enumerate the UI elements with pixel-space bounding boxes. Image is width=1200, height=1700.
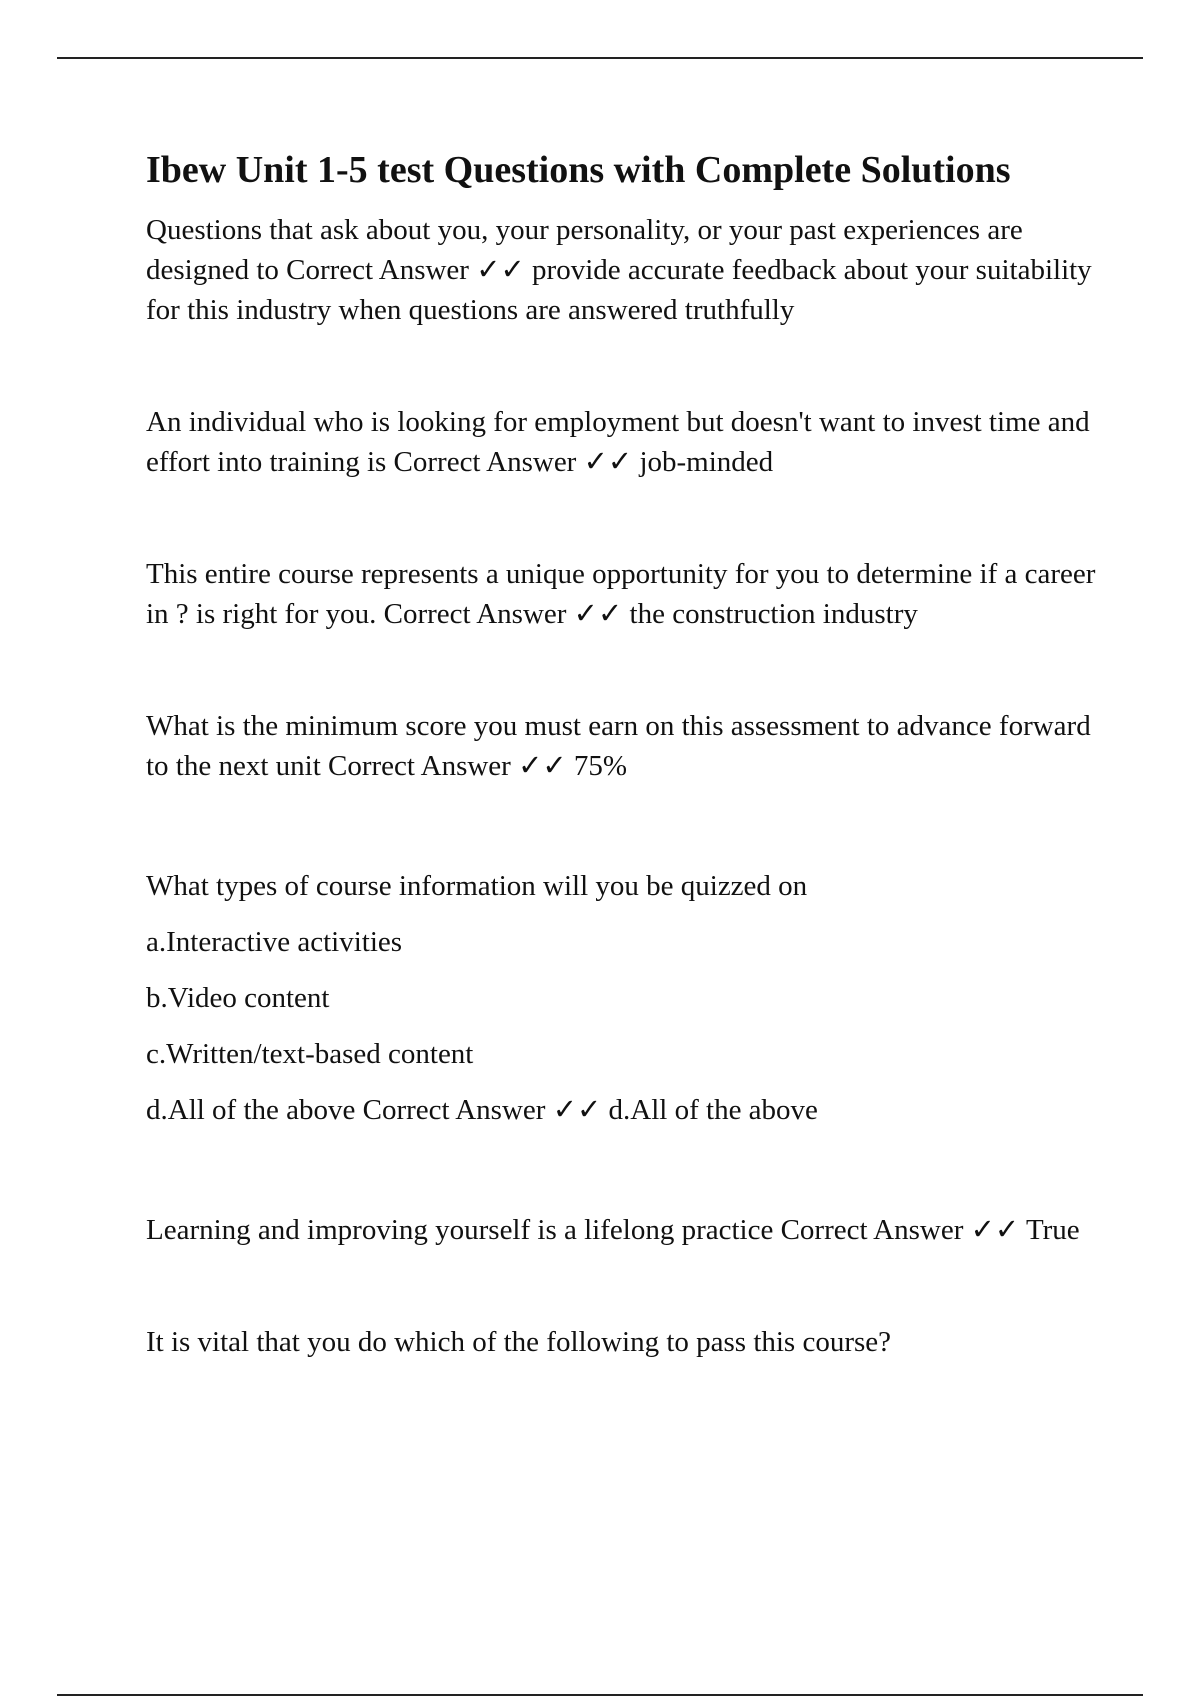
qa-item [146,554,1096,634]
footer-rule [57,1694,1143,1696]
qa-text: What is the minimum score you must earn on this assessment to advance forward to the next unit Correct Answer ✓✓ 75% [146,710,1091,782]
qa-text: Questions that ask about you, your personality, or your past experiences are designed to Correct Answer ✓✓ provide accurate feedback about your suitability for this industry when questions are answered truthfully [146,214,1092,326]
qa-item [146,1210,1096,1250]
qa-text: This entire course represents a unique opportunity for you to determine if a career in ? is right for you. Correct Answer ✓✓ the construction industry [146,558,1096,630]
qa-item [146,706,1096,786]
option-a: a.Interactive activities [146,926,403,958]
qa-item [146,402,1096,482]
qa-item [146,210,1096,330]
option-list [146,914,1096,1138]
qa-text: An individual who is looking for employment but doesn't want to invest time and effort into training is Correct Answer ✓✓ job-minded [146,406,1090,478]
option-d: d.All of the above Correct Answer ✓✓ d.All of the above [146,1094,818,1126]
multi-choice-question: What types of course information will you be quizzed on [146,870,808,902]
multi-choice-item [146,858,1096,1138]
option-b: b.Video content [146,982,330,1014]
qa-text: It is vital that you do which of the following to pass this course? [146,1326,892,1358]
option-c: c.Written/text-based content [146,1038,474,1070]
qa-item [146,1322,1096,1362]
document-body [146,140,1096,1434]
qa-text: Learning and improving yourself is a lifelong practice Correct Answer ✓✓ True [146,1214,1080,1246]
document-title: Ibew Unit 1-5 test Questions with Complete Solutions [146,149,1011,191]
header-rule [57,57,1143,59]
